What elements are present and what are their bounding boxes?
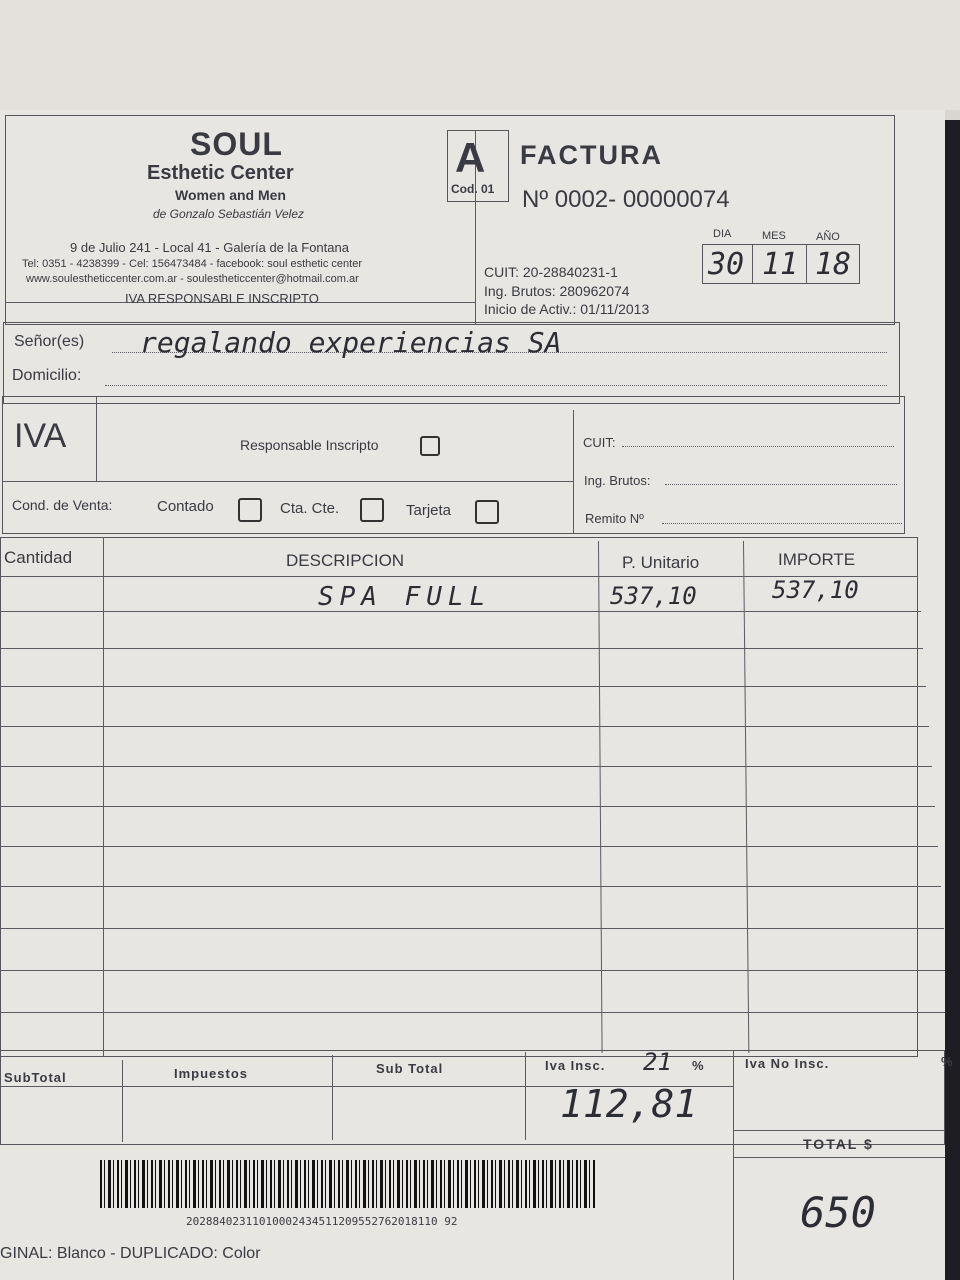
date-day: 30 [708,247,745,282]
total-label: TOTAL $ [803,1136,874,1152]
iva-no-insc-label: Iva No Insc. [745,1056,830,1071]
cta-cte-label: Cta. Cte. [280,500,340,517]
date-year: 18 [815,247,852,282]
iva-rate: 21 [643,1048,672,1076]
contado-checkbox[interactable] [238,498,262,522]
divider [806,245,807,283]
company-address: 9 de Julio 241 - Local 41 - Galería de la Fontana [70,240,349,255]
divider [752,245,753,283]
row1-unitario: 537,10 [610,582,697,610]
items-table [0,537,918,1057]
divider [96,397,97,481]
client-ing-brutos-label: Ing. Brutos: [584,473,651,488]
table-row-line [0,928,944,929]
table-row-line [0,886,941,887]
invoice-letter: A [455,134,486,181]
iva-pct: % [692,1058,704,1073]
remito-label: Remito Nº [585,511,644,526]
subtotal-label: SubTotal [4,1070,67,1085]
company-tagline: Women and Men [175,187,286,203]
total-value: 650 [800,1188,876,1237]
company-iva-condition: IVA RESPONSABLE INSCRIPTO [125,291,319,306]
senores-label: Señor(es) [14,333,85,350]
contado-label: Contado [157,498,214,515]
iva-value: 112,81 [560,1082,698,1126]
date-label-year: AÑO [816,231,840,243]
column-divider [103,537,104,1057]
background [0,0,960,110]
impuestos-label: Impuestos [174,1066,249,1081]
senores-value: regalando experiencias SA [140,326,562,359]
header-importe: IMPORTE [778,550,856,569]
iva-label: IVA [14,417,67,455]
table-row-line [0,766,932,767]
client-cuit-label: CUIT: [583,435,616,450]
table-row-line [0,806,935,807]
barcode-number: 20288402311010002434511209552762018110 92 [186,1215,458,1228]
issuer-ing-brutos: Ing. Brutos: 280962074 [484,283,630,299]
domicilio-line [105,385,887,386]
invoice-code: Cod. 01 [451,182,495,196]
divider [733,1050,734,1280]
copy-text: GINAL: Blanco - DUPLICADO: Color [0,1245,261,1262]
remito-line [662,523,902,524]
table-row-line [0,726,929,727]
iva-box [2,396,905,534]
header-descripcion: DESCRIPCION [286,551,405,570]
table-row-line [0,970,945,971]
tarjeta-label: Tarjeta [406,502,452,519]
invoice-title: FACTURA [520,140,663,170]
domicilio-label: Domicilio: [12,367,82,384]
row1-importe: 537,10 [772,576,859,604]
row1-descripcion: SPA FULL [318,582,492,612]
table-row-line [0,1012,945,1013]
responsable-label: Responsable Inscripto [240,437,379,453]
divider [525,1052,526,1140]
sub-total-label: Sub Total [376,1061,444,1076]
company-contact: Tel: 0351 - 4238399 - Cel: 156473484 - facebook: soul esthetic center [22,258,363,270]
tarjeta-checkbox[interactable] [475,500,499,524]
cond-venta-label: Cond. de Venta: [12,497,113,513]
client-ing-brutos-line [665,484,897,485]
divider [122,1060,123,1142]
table-row-line [0,846,938,847]
table-row-line [0,686,926,687]
header-unitario: P. Unitario [622,553,700,572]
client-cuit-line [622,446,894,447]
invoice-number: Nº 0002- 00000074 [522,186,730,213]
company-subtitle: Esthetic Center [147,162,294,184]
divider [3,481,573,482]
header-cantidad: Cantidad [4,548,73,567]
responsable-checkbox[interactable] [420,436,440,456]
issuer-cuit: CUIT: 20-28840231-1 [484,264,618,280]
divider [332,1055,333,1140]
table-row-line [0,648,923,649]
company-owner: de Gonzalo Sebastián Velez [153,207,304,221]
date-month: 11 [762,247,799,282]
issuer-inicio: Inicio de Activ.: 01/11/2013 [484,301,650,317]
date-label-day: DIA [713,228,732,240]
barcode [100,1160,595,1208]
company-web: www.soulestheticcenter.com.ar - soulestheticcenter@hotmail.com.ar [26,273,359,285]
divider [733,1130,945,1131]
iva-insc-label: Iva Insc. [545,1058,606,1073]
company-name: SOUL [190,126,283,162]
date-label-month: MES [762,230,786,242]
divider [573,410,574,534]
iva-no-insc-pct: % [941,1054,953,1069]
divider [733,1157,945,1158]
cta-cte-checkbox[interactable] [360,498,384,522]
